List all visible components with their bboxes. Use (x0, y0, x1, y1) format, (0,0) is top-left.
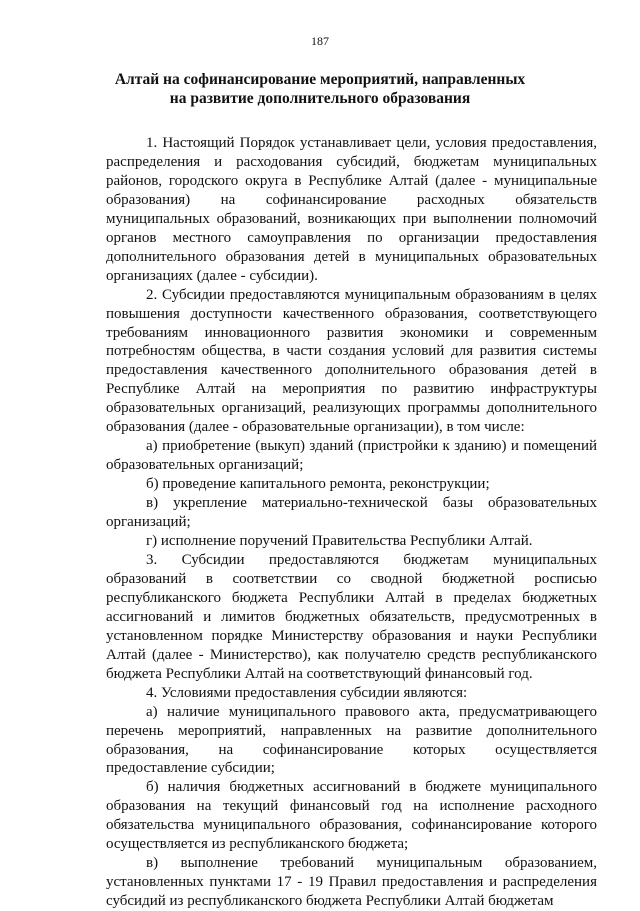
paragraph-2c: в) укрепление материально-технической базы образовательных организаций; (106, 495, 597, 531)
page-number: 187 (311, 34, 329, 48)
paragraph-3: 3. Субсидии предоставляются бюджетам муниципальных образований в соответствии со сводной бюджетной росписью республиканского бюджета Республики Алтай в пределах бюджетных ассигнований и лимитов бюджетных обязательств, предусмотренных в установленном порядке Министерству образования и науки Республики Алтай (далее - Министерство), как получателю средств республиканского бюджета Республики Алтай на соответствующий финансовый год. (106, 551, 597, 682)
title-line-2: на развитие дополнительного образования (169, 90, 471, 107)
page-title (60, 70, 580, 108)
paragraph-2a: а) приобретение (выкуп) зданий (пристройки к зданию) и помещений образовательных организаций; (106, 438, 597, 474)
paragraph-1: 1. Настоящий Порядок устанавливает цели, условия предоставления, распределения и расходования субсидий, бюджетам муниципальных районов, городского округа в Республике Алтай (далее - муниципальные образования) на софинансирование расходных обязательств муниципальных образований, возникающих при выполнении полномочий органов местного самоуправления по организации предоставления дополнительного образования детей в муниципальных образовательных организациях (далее - субсидии). (106, 135, 597, 284)
paragraph-2d: г) исполнение поручений Правительства Республики Алтай. (146, 533, 533, 550)
paragraph-4b: б) наличия бюджетных ассигнований в бюджете муниципального образования на текущий финансовый год на исполнение расходного обязательства муниципального образования, софинансирование которого осуществляется из республиканского бюджета; (106, 779, 597, 853)
paragraph-4c: в) выполнение требований муниципальным образованием, установленных пунктами 17 - 19 Правил предоставления и распределения субсидий из республиканского бюджета Республики Алтай бюджетам (106, 855, 597, 910)
document-body (106, 134, 597, 911)
title-line-1: Алтай на софинансирование мероприятий, направленных (114, 71, 526, 88)
paragraph-4: 4. Условиями предоставления субсидии являются: (146, 684, 468, 701)
paragraph-2b: б) проведение капитального ремонта, реконструкции; (146, 476, 490, 493)
paragraph-4a: а) наличие муниципального правового акта, предусматривающего перечень мероприятий, направленных на развитие дополнительного образования, на софинансирование которых осуществляется предоставление субсидии; (106, 703, 597, 777)
paragraph-2: 2. Субсидии предоставляются муниципальным образованиям в целях повышения доступности качественного образования, соответствующего требованиям инновационного развития экономики и современным потребностям общества, в части создания условий для развития системы предоставления качественного дополнительного образования детей в Республике Алтай на мероприятия по развитию инфраструктуры образовательных организаций, реализующих программы дополнительного образования (далее - образовательные организации), в том числе: (106, 286, 597, 436)
